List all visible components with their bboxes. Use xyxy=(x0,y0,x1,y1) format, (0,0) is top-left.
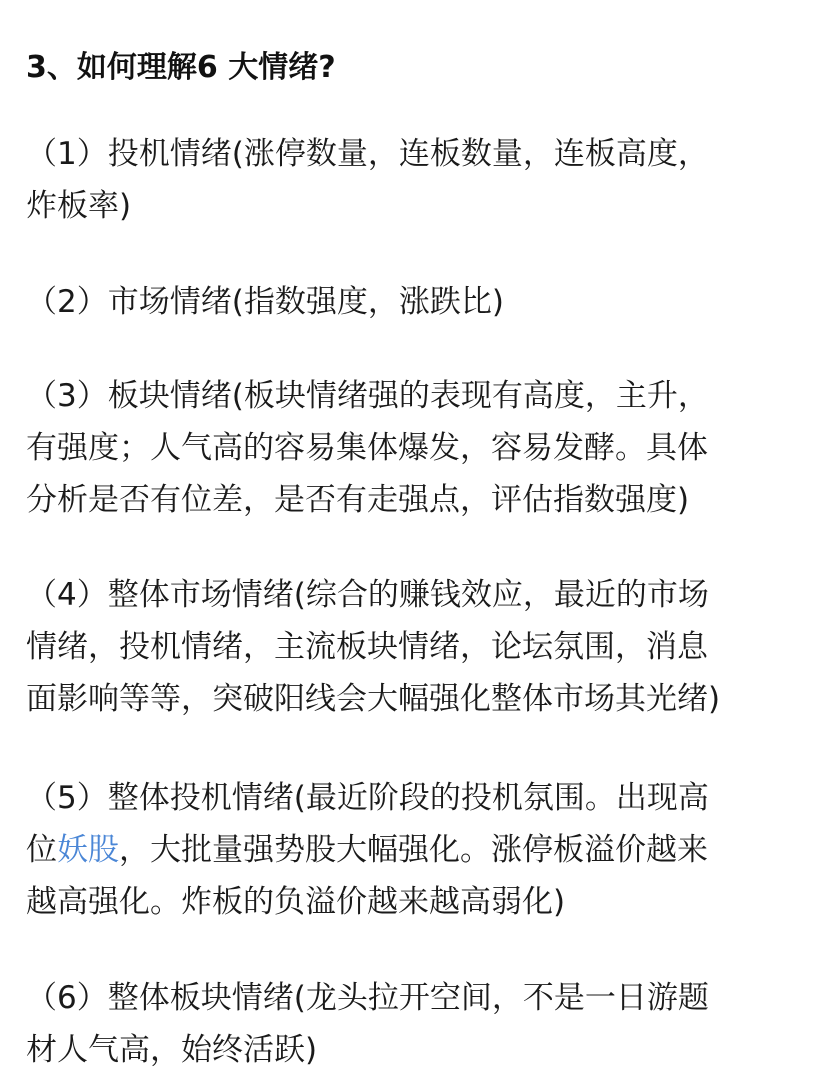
paragraph-line: 有强度；人气高的容易集体爆发，容易发酵。具体 xyxy=(26,430,708,466)
paragraph-line xyxy=(26,824,806,876)
paragraph-line: （6）整体板块情绪(龙头拉开空间，不是一日游题 xyxy=(26,980,709,1016)
paragraph-5 xyxy=(26,772,806,928)
keyword-link-yaogu[interactable]: 妖股 xyxy=(57,832,119,868)
paragraph-line: 情绪，投机情绪，主流板块情绪，论坛氛围，消息 xyxy=(26,629,708,665)
paragraph-1 xyxy=(26,128,806,232)
paragraph-4 xyxy=(26,569,806,725)
text-fragment: ，大批量强势股大幅强化。涨停板溢价越来 xyxy=(119,832,708,868)
paragraph-3 xyxy=(26,370,806,526)
paragraph-6 xyxy=(26,972,806,1076)
text-fragment: 位 xyxy=(26,832,57,868)
paragraph-line: 炸板率) xyxy=(26,188,132,224)
paragraph-line: 分析是否有位差，是否有走强点，评估指数强度) xyxy=(26,482,690,518)
paragraph-line: 材人气高，始终活跃) xyxy=(26,1032,318,1068)
paragraph-line: （5）整体投机情绪(最近阶段的投机氛围。出现高 xyxy=(26,780,709,816)
paragraph-line: 越高强化。炸板的负溢价越来越高弱化) xyxy=(26,884,566,920)
paragraph-2 xyxy=(26,276,806,328)
paragraph-line: （4）整体市场情绪(综合的赚钱效应，最近的市场 xyxy=(26,577,709,613)
paragraph-line: （3）板块情绪(板块情绪强的表现有高度，主升， xyxy=(26,378,709,414)
paragraph-line: （1）投机情绪(涨停数量，连板数量，连板高度， xyxy=(26,136,709,172)
section-heading: 3、如何理解6 大情绪? xyxy=(26,50,336,85)
paragraph-line: （2）市场情绪(指数强度，涨跌比) xyxy=(26,284,504,320)
paragraph-line: 面影响等等，突破阳线会大幅强化整体市场其光绪) xyxy=(26,681,721,717)
